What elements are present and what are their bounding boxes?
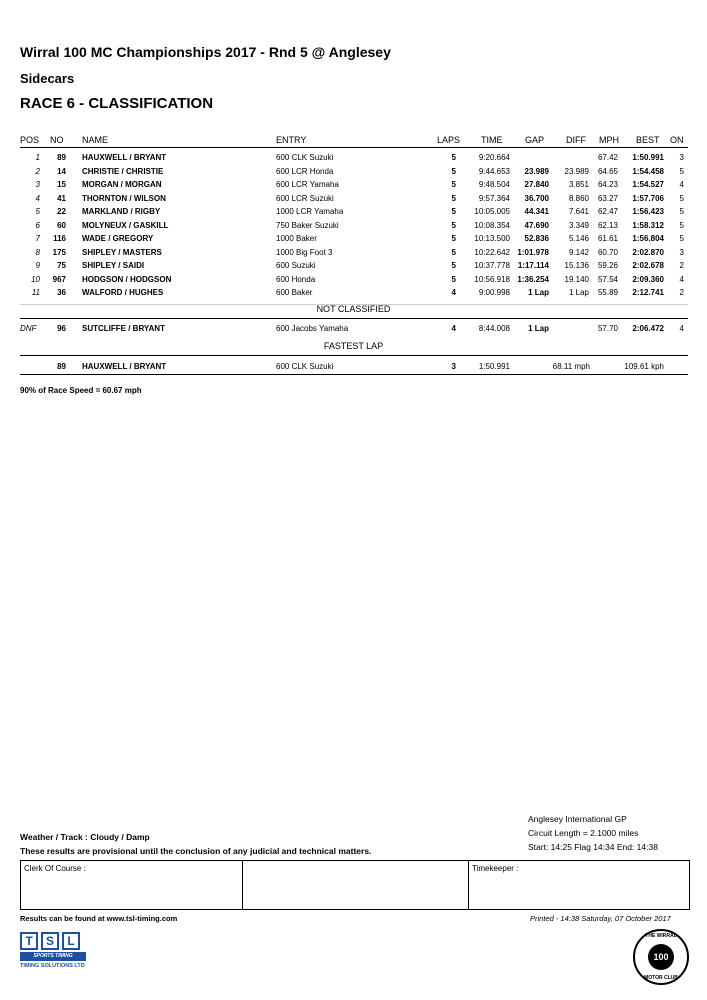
col-name: NAME	[82, 135, 109, 145]
cell-mph: 62.13	[597, 220, 618, 230]
cell-time: 10:22.642	[474, 247, 510, 257]
cell-pos: 5	[35, 207, 40, 216]
dnf-best: 2:06.472	[632, 324, 664, 333]
cell-on: 3	[679, 247, 684, 257]
cell-gap: 47.690	[524, 220, 549, 230]
cell-name: SHIPLEY / SAIDI	[82, 261, 145, 270]
cell-name: MOLYNEUX / GASKILL	[82, 220, 169, 230]
tsl-tagline: SPORTS TIMING	[20, 952, 86, 961]
table-row	[0, 219, 707, 232]
cell-mph: 61.61	[597, 234, 618, 243]
timekeeper-label: Timekeeper :	[472, 864, 519, 873]
cell-name: THORNTON / WILSON	[82, 193, 166, 203]
table-row	[0, 165, 707, 178]
header-rule	[20, 147, 688, 148]
cell-time: 10:37.778	[474, 261, 510, 270]
cell-diff: 23.989	[564, 166, 589, 176]
cell-entry: 1000 Baker	[276, 234, 317, 243]
cell-time: 10:05.005	[474, 207, 510, 216]
cell-mph: 59.26	[597, 261, 618, 270]
cell-diff: 8.860	[568, 193, 589, 203]
cell-gap: 52.836	[524, 234, 549, 243]
cell-mph: 60.70	[597, 247, 618, 257]
cell-diff: 19.140	[564, 274, 589, 284]
cell-pos: 7	[35, 234, 40, 243]
cell-laps: 5	[451, 166, 456, 176]
club-logo-center: 100	[648, 944, 674, 970]
cell-on: 5	[679, 207, 684, 216]
printed-timestamp: Printed - 14:38 Saturday, 07 October 2017	[530, 914, 671, 923]
cell-name: WALFORD / HUGHES	[82, 288, 164, 297]
tsl-letter-s: S	[41, 932, 59, 950]
table-row	[0, 178, 707, 191]
dnf-row	[0, 322, 707, 335]
results-url: Results can be found at www.tsl-timing.com	[20, 914, 178, 923]
cell-mph: 62.47	[597, 207, 618, 216]
cell-name: HAUXWELL / BRYANT	[82, 153, 167, 162]
cell-name: MORGAN / MORGAN	[82, 180, 162, 189]
cell-laps: 5	[451, 220, 456, 230]
signature-box	[20, 860, 690, 910]
cell-on: 4	[679, 274, 684, 284]
cell-pos: 9	[35, 261, 40, 270]
race-title: RACE 6 - CLASSIFICATION	[20, 95, 214, 112]
cell-name: HODGSON / HODGSON	[82, 274, 172, 284]
cell-best: 2:02.678	[632, 261, 664, 270]
cell-laps: 4	[451, 288, 456, 297]
col-on: ON	[670, 135, 684, 145]
col-diff: DIFF	[566, 135, 586, 145]
fastest-lap-rule	[20, 355, 688, 356]
col-laps: LAPS	[437, 135, 461, 145]
cell-best: 2:09.360	[632, 274, 664, 284]
cell-laps: 5	[451, 234, 456, 243]
cell-on: 5	[679, 193, 684, 203]
fl-lap: 3	[451, 362, 456, 371]
clerk-cell	[21, 861, 243, 909]
cell-best: 1:50.991	[632, 153, 664, 162]
cell-best: 1:54.458	[632, 166, 664, 176]
cell-time: 10:56.918	[474, 274, 510, 284]
col-entry: ENTRY	[276, 135, 307, 145]
cell-entry: 750 Baker Suzuki	[276, 220, 339, 230]
col-best: BEST	[636, 135, 660, 145]
clerk-label: Clerk Of Course :	[24, 864, 86, 873]
cell-mph: 64.65	[597, 166, 618, 176]
cell-best: 2:12.741	[632, 288, 664, 297]
cell-name: MARKLAND / RIGBY	[82, 207, 161, 216]
dnf-name: SUTCLIFFE / BRYANT	[82, 324, 165, 333]
table-header	[0, 134, 707, 147]
fl-entry: 600 CLK Suzuki	[276, 362, 334, 371]
cell-entry: 600 Honda	[276, 274, 316, 284]
fl-time: 1:50.991	[478, 362, 510, 371]
cell-pos: 10	[31, 274, 40, 284]
cell-mph: 63.27	[597, 193, 618, 203]
cell-time: 9:48.504	[478, 180, 510, 189]
cell-entry: 600 Baker	[276, 288, 313, 297]
cell-best: 1:58.312	[632, 220, 664, 230]
cell-no: 36	[57, 288, 66, 297]
cell-time: 9:20.664	[478, 153, 510, 162]
cell-on: 5	[679, 234, 684, 243]
cell-laps: 5	[451, 207, 456, 216]
cell-time: 9:57.364	[478, 193, 510, 203]
cell-laps: 5	[451, 261, 456, 270]
cell-entry: 1000 Big Foot 3	[276, 247, 333, 257]
cell-time: 9:00.998	[478, 288, 510, 297]
cell-laps: 5	[451, 180, 456, 189]
dnf-time: 8:44.008	[478, 324, 510, 333]
cell-pos: 4	[35, 193, 40, 203]
cell-on: 5	[679, 220, 684, 230]
wirral-club-logo	[633, 929, 689, 985]
cell-time: 9:44.653	[478, 166, 510, 176]
circuit-name: Anglesey International GP	[528, 814, 627, 824]
cell-gap: 23.989	[524, 166, 549, 176]
cell-no: 41	[57, 193, 66, 203]
not-classified-rule	[20, 318, 688, 319]
fl-name: HAUXWELL / BRYANT	[82, 362, 167, 371]
cell-no: 116	[53, 234, 66, 243]
table-row	[0, 259, 707, 272]
cell-entry: 1000 LCR Yamaha	[276, 207, 344, 216]
cell-laps: 5	[451, 193, 456, 203]
table-row	[0, 192, 707, 205]
table-row	[0, 273, 707, 286]
cell-time: 10:08.354	[474, 220, 510, 230]
fastest-lap-bottom-rule	[20, 374, 688, 375]
cell-diff: 7.641	[568, 207, 589, 216]
weather-track: Weather / Track : Cloudy / Damp	[20, 832, 150, 842]
cell-best: 1:56.423	[632, 207, 664, 216]
fl-no: 89	[57, 362, 66, 371]
cell-diff: 1 Lap	[568, 288, 589, 297]
club-logo-top: THE WIRRAL	[645, 933, 677, 939]
cell-laps: 5	[451, 153, 456, 162]
cell-pos: 8	[35, 247, 40, 257]
cell-on: 2	[679, 288, 684, 297]
col-time: TIME	[481, 135, 503, 145]
cell-gap: 1 Lap	[528, 288, 549, 297]
cell-best: 2:02.870	[632, 247, 664, 257]
dnf-entry: 600 Jacobs Yamaha	[276, 324, 349, 333]
cell-entry: 600 Suzuki	[276, 261, 316, 270]
cell-gap: 1:36.254	[517, 274, 549, 284]
cell-entry: 600 LCR Suzuki	[276, 193, 334, 203]
cell-name: SHIPLEY / MASTERS	[82, 247, 162, 257]
cell-no: 14	[57, 166, 66, 176]
dnf-on: 4	[679, 324, 684, 333]
cell-no: 15	[57, 180, 66, 189]
cell-gap: 44.341	[524, 207, 549, 216]
cell-no: 967	[52, 274, 66, 284]
cell-name: CHRISTIE / CHRISTIE	[82, 166, 164, 176]
cell-no: 22	[57, 207, 66, 216]
not-classified-label: NOT CLASSIFIED	[316, 304, 391, 314]
cell-gap: 1:17.114	[517, 261, 549, 270]
fl-mph: 68.11 mph	[552, 362, 590, 371]
cell-on: 2	[679, 261, 684, 270]
cell-pos: 6	[35, 220, 40, 230]
cell-entry: 600 CLK Suzuki	[276, 153, 334, 162]
col-no: NO	[50, 135, 64, 145]
col-mph: MPH	[599, 135, 619, 145]
cell-laps: 5	[451, 274, 456, 284]
cell-no: 175	[52, 247, 66, 257]
cell-on: 4	[679, 180, 684, 189]
cell-pos: 2	[35, 166, 40, 176]
cell-mph: 55.89	[597, 288, 618, 297]
event-title: Wirral 100 MC Championships 2017 - Rnd 5 @ Anglesey	[20, 44, 391, 60]
cell-gap: 36.700	[524, 193, 549, 203]
cell-no: 75	[57, 261, 66, 270]
cell-best: 1:54.527	[632, 180, 664, 189]
cell-time: 10:13.500	[474, 234, 510, 243]
cell-diff: 5.146	[568, 234, 589, 243]
cell-diff: 9.142	[568, 247, 589, 257]
race-times: Start: 14:25 Flag 14:34 End: 14:38	[528, 842, 658, 852]
cell-entry: 600 LCR Yamaha	[276, 180, 339, 189]
fl-kph: 109.61 kph	[624, 362, 664, 371]
tsl-company: TIMING SOLUTIONS LTD	[20, 963, 85, 969]
cell-diff: 15.136	[564, 261, 589, 270]
dnf-mph: 57.70	[597, 324, 618, 333]
cell-mph: 64.23	[597, 180, 618, 189]
dnf-gap: 1 Lap	[528, 324, 549, 333]
cell-gap: 27.840	[524, 180, 549, 189]
cell-diff: 3.349	[568, 220, 589, 230]
cell-on: 3	[679, 153, 684, 162]
cell-diff: 3.851	[568, 180, 589, 189]
dnf-no: 96	[57, 324, 66, 333]
cell-entry: 600 LCR Honda	[276, 166, 334, 176]
cell-gap: 1:01.978	[517, 247, 549, 257]
cell-on: 5	[679, 166, 684, 176]
timekeeper-cell	[469, 861, 689, 909]
blank-cell	[243, 861, 469, 909]
cell-no: 60	[57, 220, 66, 230]
col-pos: POS	[20, 135, 40, 145]
cell-mph: 57.54	[597, 274, 618, 284]
race-speed-note: 90% of Race Speed = 60.67 mph	[20, 386, 142, 395]
table-row	[0, 286, 707, 299]
cell-best: 1:57.706	[632, 193, 664, 203]
tsl-letter-t: T	[20, 932, 38, 950]
dnf-laps: 4	[451, 324, 456, 333]
fastest-lap-label: FASTEST LAP	[323, 341, 384, 351]
circuit-length: Circuit Length = 2.1000 miles	[528, 828, 639, 838]
cell-pos: 1	[35, 153, 40, 162]
cell-laps: 5	[451, 247, 456, 257]
tsl-logo	[20, 932, 86, 969]
table-row	[0, 151, 707, 164]
cell-pos: 11	[31, 288, 40, 297]
tsl-letter-l: L	[62, 932, 80, 950]
table-row	[0, 205, 707, 218]
provisional-notice: These results are provisional until the conclusion of any judicial and technical matters.	[20, 846, 372, 856]
cell-mph: 67.42	[597, 153, 618, 162]
cell-name: WADE / GREGORY	[82, 234, 154, 243]
club-logo-bottom: MOTOR CLUB	[644, 975, 678, 981]
dnf-pos: DNF	[20, 324, 37, 333]
col-gap: GAP	[525, 135, 545, 145]
cell-no: 89	[57, 153, 66, 162]
table-row	[0, 246, 707, 259]
cell-best: 1:56.804	[632, 234, 664, 243]
class-title: Sidecars	[20, 71, 75, 86]
table-row	[0, 232, 707, 245]
cell-pos: 3	[35, 180, 40, 189]
fastest-lap-row	[0, 360, 707, 373]
